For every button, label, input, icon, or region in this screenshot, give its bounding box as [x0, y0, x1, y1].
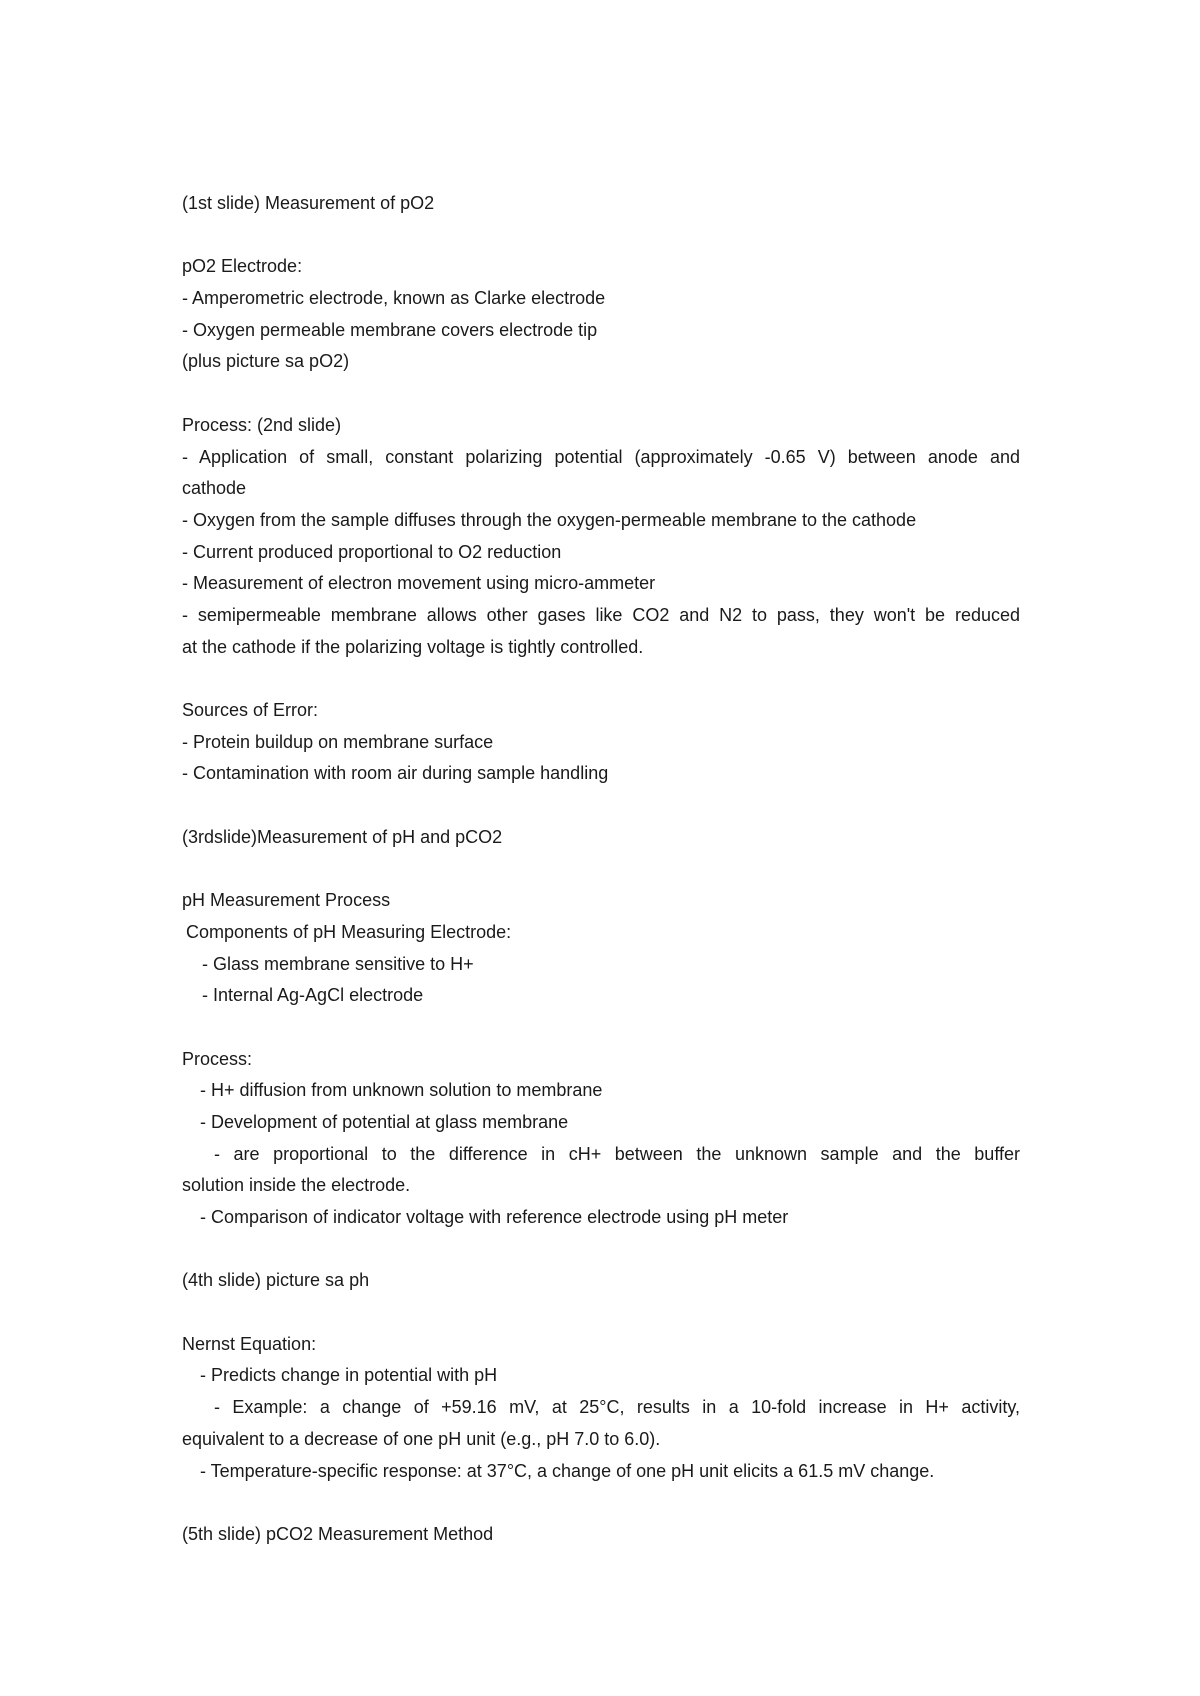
- po2-bullet: - Oxygen permeable membrane covers electrode tip: [182, 319, 598, 340]
- blank-line: [182, 853, 1020, 885]
- blank-line: [182, 790, 1020, 822]
- process-bullet: - semipermeable membrane allows other gases like CO2 and N2 to pass, they won't be reduced: [182, 604, 1020, 625]
- blank-line: [182, 378, 1020, 410]
- document-body: [182, 188, 1020, 1551]
- blank-line: [182, 663, 1020, 695]
- blank-line: [182, 1234, 1020, 1266]
- ph-process-sub-bullet: - are proportional to the difference in cH+ between the unknown sample and the buffer: [214, 1143, 1020, 1164]
- components-bullet: - Glass membrane sensitive to H+: [202, 953, 474, 974]
- process-heading: Process: (2nd slide): [182, 414, 342, 435]
- slide4-title: (4th slide) picture sa ph: [182, 1270, 370, 1291]
- process-bullet-continued: cathode: [182, 478, 247, 499]
- errors-bullet: - Contamination with room air during sample handling: [182, 763, 609, 784]
- blank-line: [182, 1297, 1020, 1329]
- blank-line: [182, 220, 1020, 252]
- nernst-bullet: - Temperature-specific response: at 37°C, a change of one pH unit elicits a 61.5 mV change.: [200, 1460, 935, 1481]
- nernst-example-continued: equivalent to a decrease of one pH unit (e.g., pH 7.0 to 6.0).: [182, 1428, 661, 1449]
- ph-process-bullet: - Development of potential at glass membrane: [200, 1111, 569, 1132]
- slide1-title: (1st slide) Measurement of pO2: [182, 193, 435, 213]
- process-bullet: - Measurement of electron movement using micro-ammeter: [182, 573, 656, 594]
- po2-bullet: - Amperometric electrode, known as Clarke electrode: [182, 288, 606, 309]
- process-bullet-continued: at the cathode if the polarizing voltage is tightly controlled.: [182, 636, 644, 657]
- po2-picture-note: (plus picture sa pO2): [182, 351, 350, 372]
- ph-process2-heading: Process:: [182, 1048, 253, 1069]
- blank-line: [182, 1487, 1020, 1519]
- ph-process-sub-bullet-continued: solution inside the electrode.: [182, 1175, 411, 1196]
- process-bullet: - Application of small, constant polarizing potential (approximately -0.65 V) between anode and: [182, 446, 1020, 467]
- components-bullet: - Internal Ag-AgCl electrode: [202, 985, 424, 1006]
- process-bullet: - Oxygen from the sample diffuses through the oxygen-permeable membrane to the cathode: [182, 509, 917, 530]
- errors-heading: Sources of Error:: [182, 700, 319, 720]
- slide5-title: (5th slide) pCO2 Measurement Method: [182, 1523, 494, 1544]
- nernst-bullet: - Predicts change in potential with pH: [200, 1365, 498, 1386]
- nernst-example: - Example: a change of +59.16 mV, at 25°C, results in a 10-fold increase in H+ activity,: [214, 1397, 1020, 1418]
- po2-electrode-heading: pO2 Electrode:: [182, 256, 303, 277]
- process-bullet: - Current produced proportional to O2 reduction: [182, 541, 562, 562]
- nernst-heading: Nernst Equation:: [182, 1333, 317, 1354]
- ph-process-bullet: - Comparison of indicator voltage with reference electrode using pH meter: [200, 1207, 789, 1227]
- blank-line: [182, 1012, 1020, 1044]
- components-heading: Components of pH Measuring Electrode:: [186, 921, 512, 942]
- slide3-title: (3rdslide)Measurement of pH and pCO2: [182, 826, 503, 847]
- ph-process-heading: pH Measurement Process: [182, 890, 391, 911]
- ph-process-bullet: - H+ diffusion from unknown solution to membrane: [200, 1080, 603, 1101]
- errors-bullet: - Protein buildup on membrane surface: [182, 731, 494, 752]
